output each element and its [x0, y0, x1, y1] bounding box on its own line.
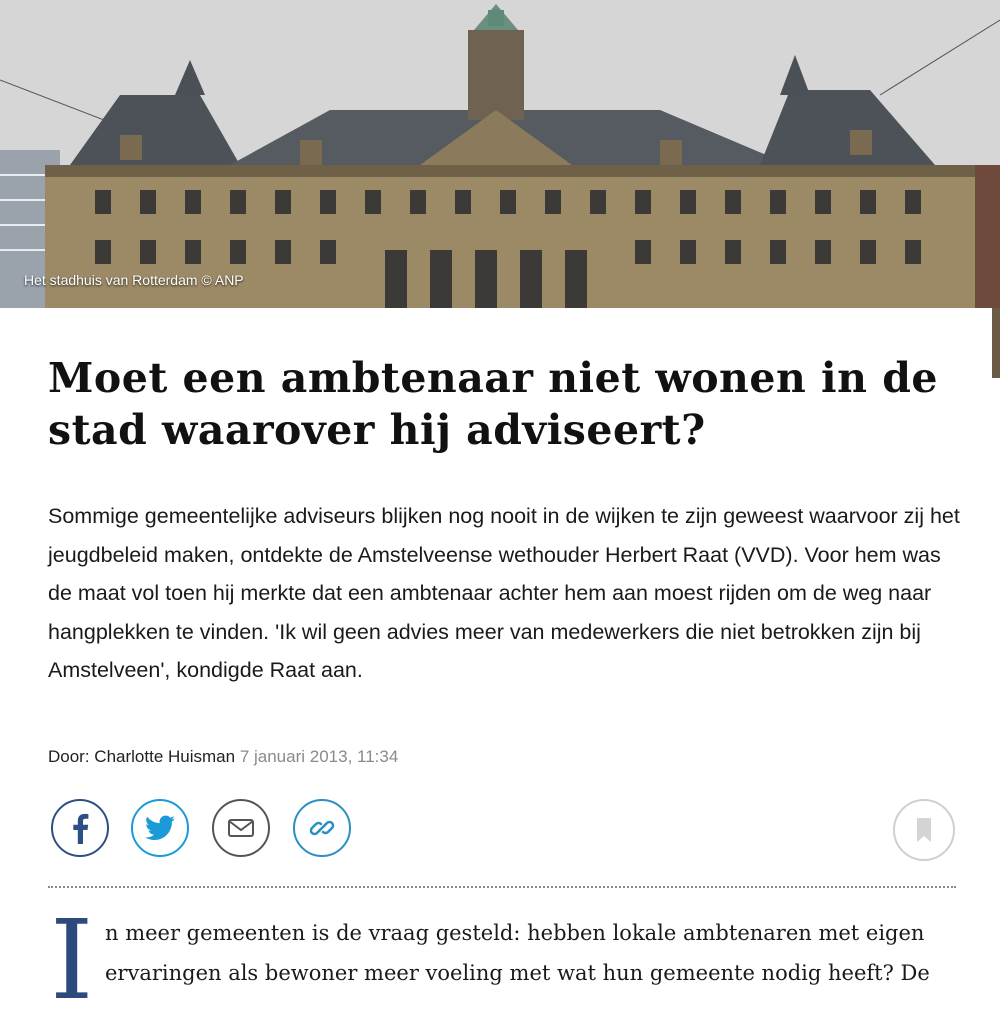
- byline-author: Door: Charlotte Huisman: [48, 747, 236, 766]
- share-mail-button[interactable]: [212, 799, 270, 857]
- share-facebook-button[interactable]: [51, 799, 109, 857]
- link-icon: [308, 814, 336, 842]
- dropcap-letter: I: [50, 896, 94, 1024]
- byline-date: 7 januari 2013, 11:34: [239, 747, 399, 766]
- article-body-paragraph: n meer gemeenten is de vraag gesteld: hebben lokale ambtenaren met eigen ervaringen als bewoner meer voeling met wat hun gemeente nodig heeft? De: [105, 921, 930, 985]
- article-lead: Sommige gemeentelijke adviseurs blijken nog nooit in de wijken te zijn geweest waarvoor zij het jeugdbeleid maken, ontdekte de Amstelveense wethouder Herbert Raat (VVD). Voor hem was de maat vol toen hij merkte dat een ambtenaar achter hem aan moest rijden om de weg naar hangplekken te vinden. 'Ik wil geen advies meer van medewerkers die niet betrokken zijn bij Amstelveen', kondigde Raat aan.: [48, 504, 960, 682]
- copy-link-button[interactable]: [293, 799, 351, 857]
- mail-icon: [227, 817, 255, 839]
- photo-caption: Het stadhuis van Rotterdam © ANP: [24, 272, 244, 288]
- twitter-icon: [145, 815, 175, 841]
- hero-image: [0, 0, 1000, 308]
- byline: [48, 747, 398, 767]
- city-hall-photo: [0, 0, 1000, 308]
- share-twitter-button[interactable]: [131, 799, 189, 857]
- bookmark-button[interactable]: [893, 799, 955, 861]
- article-headline: Moet een ambtenaar niet wonen in de stad waarover hij adviseert?: [48, 354, 938, 454]
- edge-image-strip: [992, 308, 1000, 378]
- bookmark-icon: [915, 817, 933, 843]
- section-divider: [48, 886, 956, 888]
- facebook-icon: [70, 812, 90, 844]
